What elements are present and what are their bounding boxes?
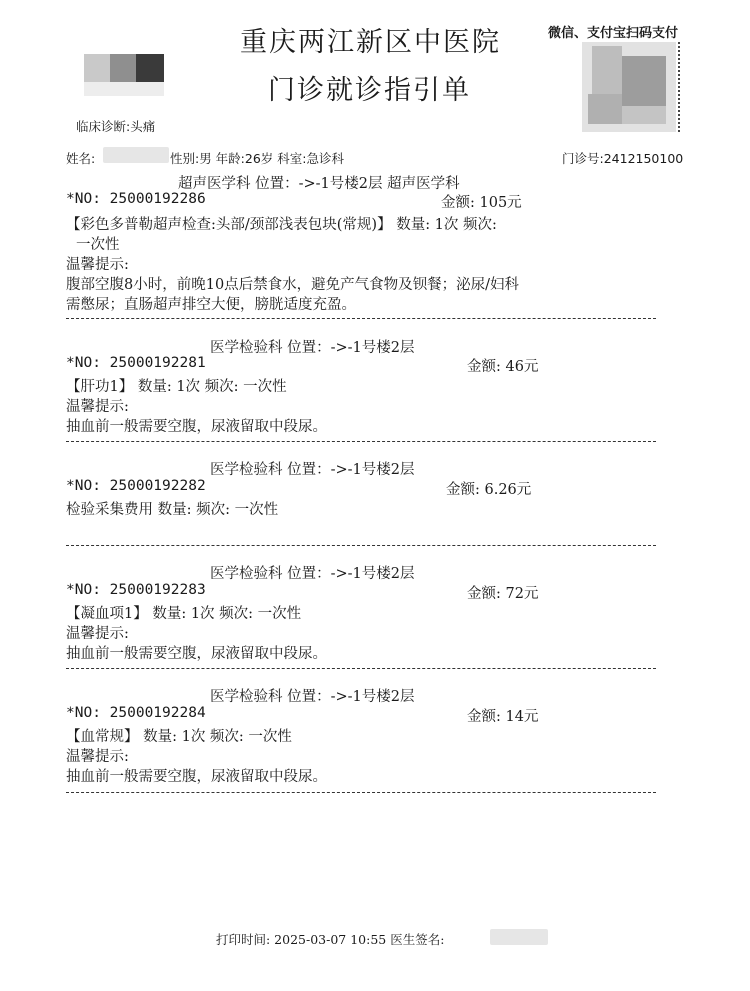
tip-label: 温馨提示: [66, 626, 129, 642]
exam-item: 【凝血项1】 数量: 1次 频次: 一次性 [66, 606, 302, 622]
doctor-signature-redacted [490, 929, 548, 945]
patient-info: 性别:男 年龄:26岁 科室:急诊科 [170, 151, 344, 166]
exam-item: 检验采集费用 数量: 频次: 一次性 [66, 502, 279, 518]
tip-text: 抽血前一般需要空腹，尿液留取中段尿。 [66, 646, 327, 662]
payment-qr-code[interactable] [582, 42, 680, 132]
exam-item: 【血常规】 数量: 1次 频次: 一次性 [66, 729, 292, 745]
clinical-diagnosis: 临床诊断:头痛 [76, 119, 156, 134]
section-location: 医学检验科 位置：->-1号楼2层 [210, 340, 415, 356]
patient-name-label: 姓名: [66, 151, 96, 166]
tip-text: 腹部空腹8小时，前晚10点后禁食水，避免产气食物及钡餐；泌尿/妇科 [66, 277, 520, 293]
section-divider [66, 441, 656, 442]
tip-text: 抽血前一般需要空腹，尿液留取中段尿。 [66, 419, 327, 435]
order-amount: 金额: 105元 [441, 195, 522, 211]
section-divider [66, 668, 656, 669]
order-number: *NO: 25000192282 [66, 478, 206, 494]
order-amount: 金额: 72元 [467, 586, 539, 602]
order-amount: 金额: 14元 [467, 709, 539, 725]
section-divider [66, 792, 656, 793]
print-time: 打印时间: 2025-03-07 10:55 医生签名: [216, 932, 445, 947]
order-number: *NO: 25000192281 [66, 355, 206, 371]
tip-label: 温馨提示: [66, 399, 129, 415]
section-location: 医学检验科 位置：->-1号楼2层 [210, 689, 415, 705]
order-number: *NO: 25000192286 [66, 191, 206, 207]
patient-name-redacted [103, 147, 169, 163]
section-location: 超声医学科 位置：->-1号楼2层 超声医学科 [178, 176, 460, 192]
order-amount: 金额: 46元 [467, 359, 539, 375]
hospital-name: 重庆两江新区中医院 [240, 27, 501, 58]
section-location: 医学检验科 位置：->-1号楼2层 [210, 462, 415, 478]
exam-item: 【肝功1】 数量: 1次 频次: 一次性 [66, 379, 287, 395]
order-number: *NO: 25000192284 [66, 705, 206, 721]
clinic-number: 门诊号:2412150100 [562, 151, 684, 166]
tip-text: 抽血前一般需要空腹，尿液留取中段尿。 [66, 769, 327, 785]
tip-label: 温馨提示: [66, 257, 129, 273]
section-divider [66, 545, 656, 546]
tip-label: 温馨提示: [66, 749, 129, 765]
exam-item: 【彩色多普勒超声检查:头部/颈部浅表包块(常规)】 数量: 1次 频次: [66, 217, 497, 233]
section-divider [66, 318, 656, 319]
document-title: 门诊就诊指引单 [268, 75, 471, 106]
section-location: 医学检验科 位置：->-1号楼2层 [210, 566, 415, 582]
exam-item-frequency: 一次性 [76, 237, 120, 253]
order-amount: 金额: 6.26元 [446, 482, 532, 498]
tip-text-continued: 需憋尿；直肠超声排空大便，膀胱适度充盈。 [66, 297, 356, 313]
payment-note: 微信、支付宝扫码支付 [548, 26, 679, 41]
order-number: *NO: 25000192283 [66, 582, 206, 598]
